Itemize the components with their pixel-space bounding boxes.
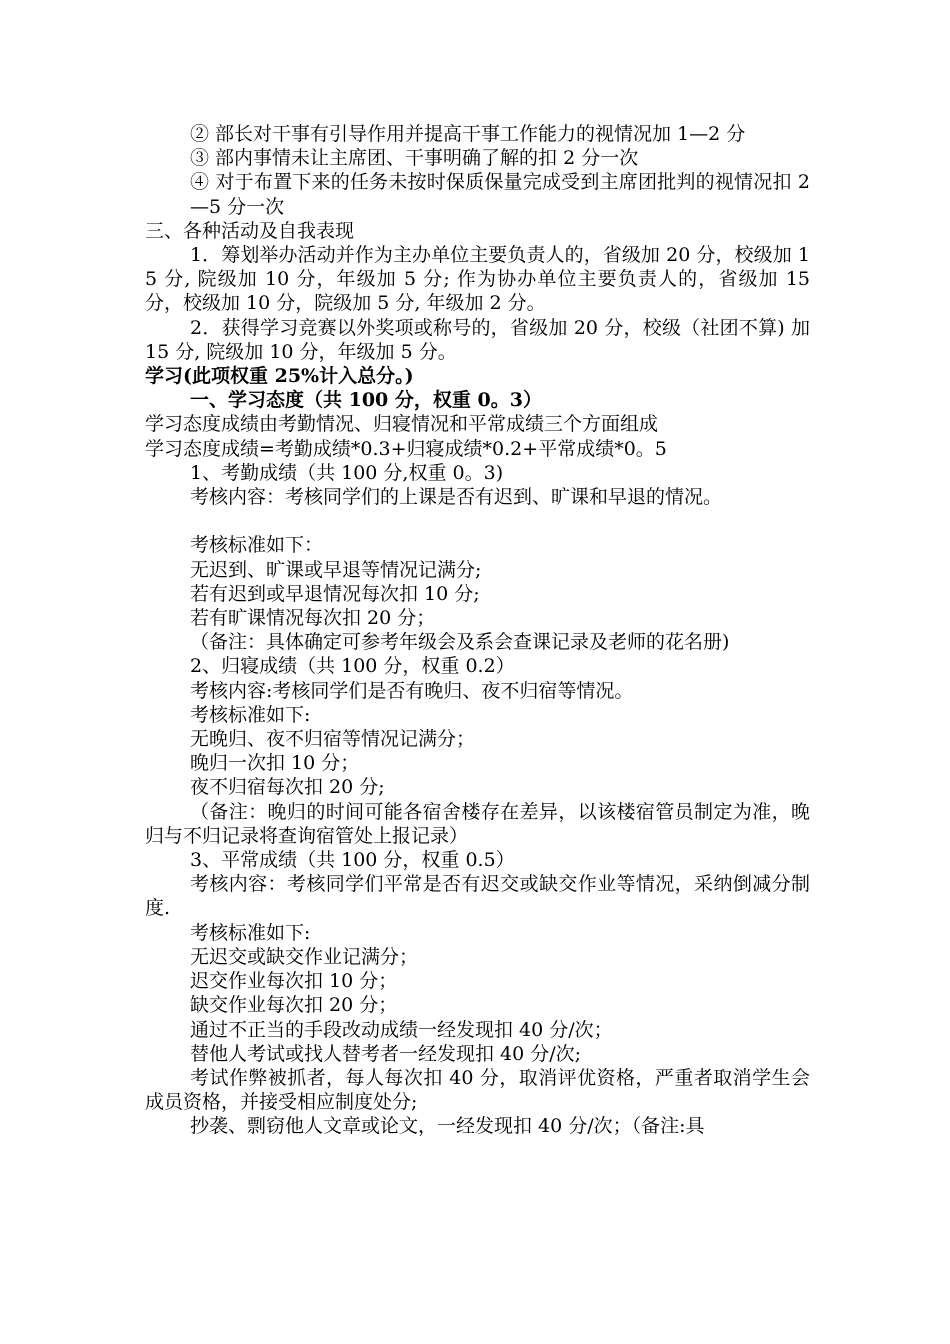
paragraph-regular-rule-2: 迟交作业每次扣 10 分； [190,970,398,993]
paragraph-regular-rule-5: 替他人考试或找人替考者一经发现扣 40 分/次; [190,1042,582,1065]
paragraph-item-3: ③ 部内事情未让主席团、干事明确了解的扣 2 分一次 [190,147,639,170]
blank-line [145,509,810,533]
paragraph-attitude-formula: 学习态度成绩=考勤成绩*0.3+归寝成绩*0.2+平常成绩*0。5 [145,437,667,460]
paragraph-attendance-rule-3: 若有旷课情况每次扣 20 分； [190,607,436,630]
section-heading-study: 学习(此项权重 25%计入总分。) [145,365,414,388]
paragraph-attitude-composition: 学习态度成绩由考勤情况、归寝情况和平常成绩三个方面组成 [145,413,659,436]
paragraph-regular-standard: 考核标准如下: [190,921,311,944]
paragraph-attendance-standard: 考核标准如下： [190,534,324,557]
paragraph-dorm-rule-3: 夜不归宿每次扣 20 分; [190,776,385,799]
paragraph-regular-rule-7: 抄袭、剽窃他人文章或论文，一经发现扣 40 分/次；（备注:具 [190,1115,705,1138]
paragraph-dorm-rule-2: 晚归一次扣 10 分； [190,752,360,775]
paragraph-attendance-content: 考核内容：考核同学们的上课是否有迟到、旷课和早退的情况。 [190,486,723,509]
paragraph-dorm-note: （备注：晚归的时间可能各宿舍楼存在差异，以该楼宿管员制定为准，晚归与不归记录将查询宿管处上报记录） [145,800,810,847]
paragraph-dorm-content: 考核内容:考核同学们是否有晚归、夜不归宿等情况。 [190,679,634,702]
paragraph-item-4: ④ 对于布置下来的任务未按时保质保量完成受到主席团批判的视情况扣 2—5 分一次 [190,171,810,218]
paragraph-activity-1: 1．筹划举办活动并作为主办单位主要负责人的，省级加 20 分，校级加 15 分, 院级加 10 分，年级加 5 分; 作为协办单位主要负责人的，省级加 15 分，校级加 10 分，院级加 5 分, 年级加 2 分。 [145,244,810,315]
paragraph-attendance-rule-2: 若有迟到或早退情况每次扣 10 分; [190,582,480,605]
subheading-attitude: 一、学习态度（共 100 分，权重 0。3） [190,389,542,412]
paragraph-activity-2: 2．获得学习竞赛以外奖项或称号的，省级加 20 分，校级（社团不算) 加 15 分, 院级加 10 分，年级加 5 分。 [145,316,810,363]
paragraph-regular-rule-1: 无迟交或缺交作业记满分； [190,945,419,968]
paragraph-attendance-note: （备注：具体确定可参考年级会及系会查课记录及老师的花名册) [190,631,730,654]
paragraph-regular-rule-6: 考试作弊被抓者，每人每次扣 40 分，取消评优资格，严重者取消学生会成员资格，并接受相应制度处分; [145,1066,810,1114]
paragraph-regular-title: 3、平常成绩（共 100 分，权重 0.5） [190,849,515,872]
paragraph-regular-content: 考核内容：考核同学们平常是否有迟交或缺交作业等情况，采纳倒减分制度. [145,873,810,920]
paragraph-regular-rule-4: 通过不正当的手段改动成绩一经发现扣 40 分/次； [190,1018,613,1041]
paragraph-dorm-title: 2、归寝成绩（共 100 分，权重 0.2） [190,655,515,678]
paragraph-attendance-title: 1、考勤成绩（共 100 分,权重 0。3) [190,461,504,484]
paragraph-dorm-rule-1: 无晚归、夜不归宿等情况记满分； [190,728,476,751]
paragraph-dorm-standard: 考核标准如下: [190,703,311,726]
section-heading-activities: 三、各种活动及自我表现 [145,219,355,242]
paragraph-regular-rule-3: 缺交作业每次扣 20 分； [190,994,398,1017]
paragraph-item-2: ② 部长对干事有引导作用并提高干事工作能力的视情况加 1—2 分 [190,123,746,145]
paragraph-attendance-rule-1: 无迟到、旷课或早退等情况记满分; [190,558,482,581]
